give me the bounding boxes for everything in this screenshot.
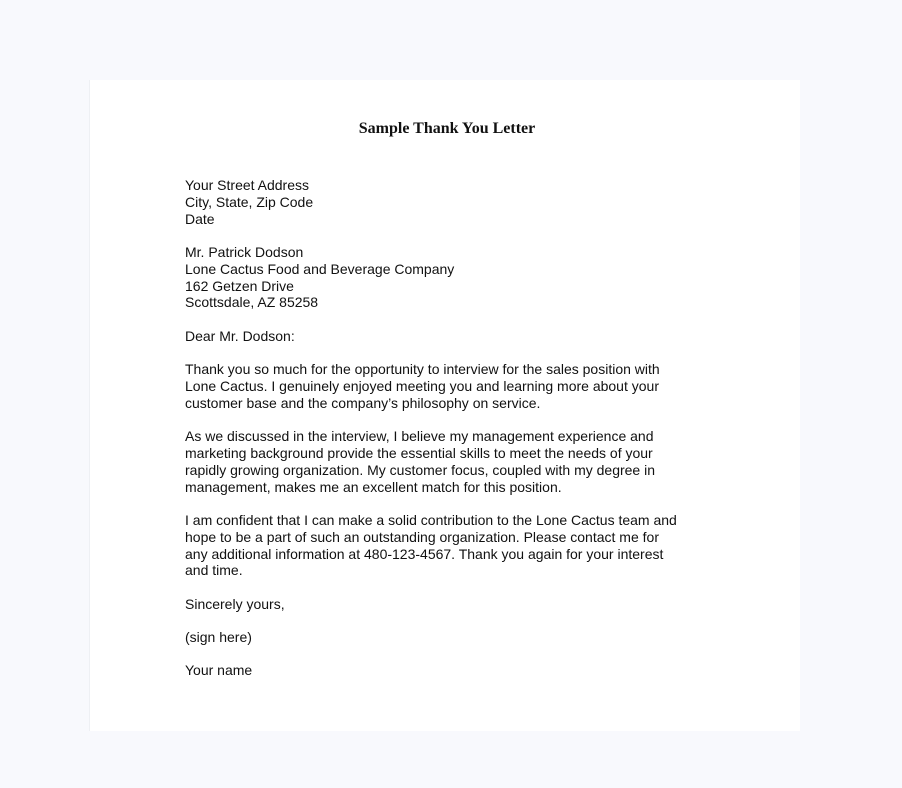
letter-title: Sample Thank You Letter bbox=[358, 120, 536, 137]
letter-body bbox=[185, 177, 725, 696]
salutation bbox=[185, 328, 725, 345]
paragraph-line: management, makes me an excellent match for this position. bbox=[185, 478, 562, 495]
signature bbox=[185, 629, 725, 646]
paragraph-line: I am confident that I can make a solid contribution to the Lone Cactus team and bbox=[185, 511, 677, 528]
letter-date: Date bbox=[185, 210, 215, 227]
closing bbox=[185, 596, 725, 613]
recipient-address bbox=[185, 244, 725, 311]
recipient-city-state-zip: Scottsdale, AZ 85258 bbox=[185, 294, 319, 311]
signature-placeholder: (sign here) bbox=[185, 629, 252, 646]
paragraph-line: rapidly growing organization. My customer focus, coupled with my degree in bbox=[185, 461, 656, 478]
sender-name bbox=[185, 662, 725, 679]
recipient-street: 162 Getzen Drive bbox=[185, 277, 294, 294]
paragraph-line: and time. bbox=[185, 562, 243, 579]
paragraph-line: hope to be a part of such an outstanding organization. Please contact me for bbox=[185, 528, 659, 545]
paragraph-line: Lone Cactus. I genuinely enjoyed meeting you and learning more about your bbox=[185, 377, 659, 394]
recipient-company: Lone Cactus Food and Beverage Company bbox=[185, 260, 455, 277]
recipient-name: Mr. Patrick Dodson bbox=[185, 243, 304, 260]
sender-name-text: Your name bbox=[185, 662, 253, 679]
closing-text: Sincerely yours, bbox=[185, 595, 285, 612]
letter-page bbox=[90, 80, 800, 731]
sender-city-state-zip: City, State, Zip Code bbox=[185, 193, 314, 210]
sender-street: Your Street Address bbox=[185, 177, 310, 193]
paragraph-1 bbox=[185, 361, 725, 411]
paragraph-line: Thank you so much for the opportunity to interview for the sales position with bbox=[185, 361, 660, 378]
paragraph-2 bbox=[185, 428, 725, 495]
salutation-text: Dear Mr. Dodson: bbox=[185, 327, 295, 344]
paragraph-line: any additional information at 480-123-4567. Thank you again for your interest bbox=[185, 545, 664, 562]
sender-address bbox=[185, 177, 725, 227]
paragraph-line: As we discussed in the interview, I believe my management experience and bbox=[185, 428, 654, 445]
paragraph-line: marketing background provide the essential skills to meet the needs of your bbox=[185, 444, 653, 461]
paragraph-3 bbox=[185, 512, 725, 579]
paragraph-line: customer base and the company’s philosophy on service. bbox=[185, 394, 541, 411]
